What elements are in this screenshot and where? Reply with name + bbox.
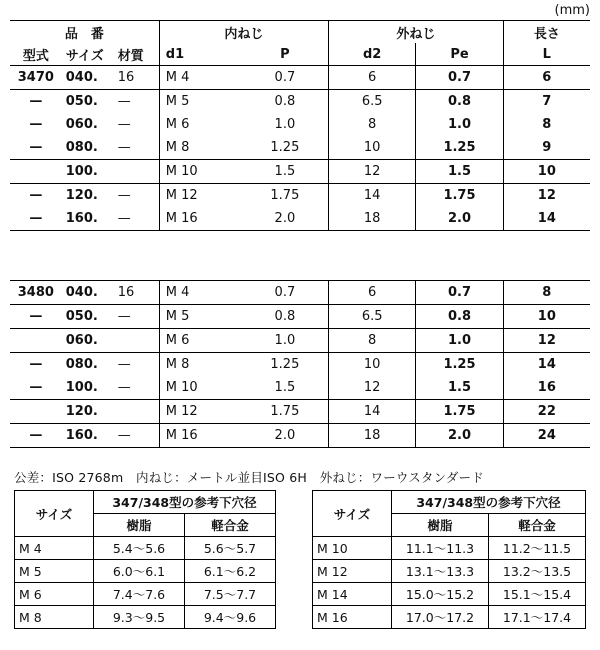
unit-label: (mm): [554, 3, 590, 18]
cell-mat: —: [118, 376, 160, 400]
cell-type: 3470: [10, 66, 62, 90]
cell-pe: 1.0: [416, 329, 503, 353]
cell-d2: 6.5: [329, 305, 416, 329]
pilot-size: M 16: [313, 606, 392, 629]
pilot-hole-table-right: [312, 490, 586, 629]
pilot-row: [313, 537, 586, 560]
pilot-resin-header: 樹脂: [94, 514, 185, 537]
cell-d1: M 6: [159, 329, 241, 353]
cell-l: 12: [503, 184, 590, 208]
cell-d1: M 8: [159, 136, 241, 160]
cell-type: [10, 329, 62, 353]
pilot-title: 347/348型の参考下穴径: [94, 491, 276, 514]
cell-l: 10: [503, 305, 590, 329]
table-row: [10, 281, 590, 305]
cell-size: 160.: [62, 424, 118, 448]
header-size: サイズ: [62, 43, 118, 66]
cell-type: —: [10, 424, 62, 448]
cell-mat: [118, 160, 160, 184]
cell-p: 1.5: [242, 160, 329, 184]
pilot-alloy: 17.1〜17.4: [489, 606, 586, 629]
cell-mat: —: [118, 305, 160, 329]
cell-mat: —: [117, 188, 131, 203]
cell-l: 22: [503, 400, 590, 424]
cell-d1: M 16: [159, 424, 241, 448]
cell-pe: 1.0: [416, 113, 503, 136]
cell-d2: 8: [329, 329, 416, 353]
pilot-size: M 8: [15, 606, 94, 629]
cell-d1: M 10: [159, 160, 241, 184]
pilot-row: [313, 606, 586, 629]
header-zaishitsu: 材質: [118, 43, 160, 66]
pilot-alloy: 15.1〜15.4: [489, 583, 586, 606]
header-nagasa: 長さ: [503, 21, 590, 44]
cell-type: —: [10, 136, 62, 160]
pilot-row: [15, 537, 276, 560]
cell-type: [10, 400, 62, 424]
cell-p: 1.75: [270, 188, 300, 203]
pilot-alloy-header: 軽合金: [489, 514, 586, 537]
pilot-alloy: 13.2〜13.5: [489, 560, 586, 583]
cell-p: 2.0: [242, 207, 329, 231]
header-pe: Pe: [416, 43, 503, 66]
cell-p: 1.75: [242, 400, 329, 424]
cell-mat: [118, 329, 160, 353]
table-row: [10, 184, 590, 208]
cell-d2: 18: [329, 207, 416, 231]
cell-type: —: [10, 207, 62, 231]
pilot-row: [313, 560, 586, 583]
cell-size: 120.: [65, 188, 98, 203]
cell-d2: 12: [329, 376, 416, 400]
cell-type: —: [29, 94, 43, 109]
cell-size: 100.: [62, 376, 118, 400]
pilot-alloy: 11.2〜11.5: [489, 537, 586, 560]
pilot-size: M 14: [313, 583, 392, 606]
cell-d1: M 5: [159, 305, 241, 329]
cell-l: 24: [503, 424, 590, 448]
cell-type: —: [29, 188, 43, 203]
cell-p: 0.8: [242, 305, 329, 329]
pilot-resin: 17.0〜17.2: [392, 606, 489, 629]
table-row: [10, 329, 590, 353]
cell-size: 050.: [62, 305, 118, 329]
cell-p: 1.0: [242, 329, 329, 353]
table-row: [10, 136, 590, 160]
pilot-alloy-header: 軽合金: [184, 514, 275, 537]
cell-pe: 1.5: [416, 160, 503, 184]
cell-type: —: [29, 357, 43, 372]
cell-d1: M 6: [159, 113, 241, 136]
cell-pe: 0.8: [416, 305, 503, 329]
cell-d2: 14: [329, 184, 416, 208]
pilot-alloy: 5.6〜5.7: [184, 537, 275, 560]
cell-size: 080.: [62, 136, 118, 160]
cell-size: 100.: [62, 160, 118, 184]
pilot-title: 347/348型の参考下穴径: [392, 491, 586, 514]
cell-d2: 6: [329, 66, 416, 90]
cell-d2: 12: [329, 160, 416, 184]
cell-mat: —: [118, 136, 160, 160]
cell-d2: 6.5: [329, 90, 416, 114]
table-row: [10, 113, 590, 136]
cell-size: 120.: [62, 400, 118, 424]
cell-p: 1.5: [242, 376, 329, 400]
cell-d1: M 4: [159, 66, 241, 90]
cell-l: 9: [503, 136, 590, 160]
spec-table-347: [10, 20, 590, 231]
cell-mat: —: [117, 94, 131, 109]
cell-size: 040.: [62, 281, 118, 305]
table-row: [10, 207, 590, 231]
table-row: [10, 353, 590, 377]
pilot-row: [15, 560, 276, 583]
cell-size: 040.: [62, 66, 118, 90]
pilot-size: M 5: [15, 560, 94, 583]
header-katashiki: 型式: [10, 43, 62, 66]
cell-p: 0.7: [242, 66, 329, 90]
table-row: [10, 376, 590, 400]
cell-l: 16: [503, 376, 590, 400]
table-row: [10, 305, 590, 329]
cell-d2: 8: [329, 113, 416, 136]
cell-size: 060.: [62, 329, 118, 353]
cell-mat: —: [118, 207, 160, 231]
cell-pe: 2.0: [416, 424, 503, 448]
pilot-alloy: 6.1〜6.2: [184, 560, 275, 583]
cell-l: 8: [503, 113, 590, 136]
pilot-resin: 15.0〜15.2: [392, 583, 489, 606]
pilot-resin: 9.3〜9.5: [94, 606, 185, 629]
cell-pe: 1.5: [416, 376, 503, 400]
header-p: P: [242, 43, 329, 66]
table-row: [10, 66, 590, 90]
cell-l: 10: [503, 160, 590, 184]
pilot-row: [15, 606, 276, 629]
cell-d1: M 12: [159, 184, 241, 208]
cell-p: 2.0: [242, 424, 329, 448]
cell-mat: —: [117, 117, 131, 132]
table-row: [10, 424, 590, 448]
header-l: L: [503, 43, 590, 66]
cell-d1: M 8: [159, 353, 241, 377]
cell-pe: 1.25: [416, 136, 503, 160]
cell-d1: M 5: [159, 90, 241, 114]
cell-type: —: [10, 376, 62, 400]
pilot-hole-table-left: [14, 490, 276, 629]
pilot-size: M 4: [15, 537, 94, 560]
cell-d1: M 12: [159, 400, 241, 424]
cell-mat: —: [118, 424, 160, 448]
pilot-resin: 13.1〜13.3: [392, 560, 489, 583]
cell-p: 1.0: [274, 117, 296, 132]
pilot-resin: 11.1〜11.3: [392, 537, 489, 560]
header-sotoneji: 外ねじ: [329, 21, 504, 44]
cell-l: 6: [503, 66, 590, 90]
header-d2: d2: [329, 43, 416, 66]
header-hinban: 品 番: [10, 21, 159, 44]
cell-type: —: [10, 305, 62, 329]
pilot-resin: 7.4〜7.6: [94, 583, 185, 606]
cell-type: —: [29, 117, 43, 132]
cell-d1: M 4: [159, 281, 241, 305]
cell-mat: —: [117, 357, 131, 372]
cell-p: 0.8: [274, 94, 296, 109]
cell-d2: 14: [329, 400, 416, 424]
cell-mat: 16: [118, 281, 160, 305]
pilot-size: M 12: [313, 560, 392, 583]
cell-size: 160.: [62, 207, 118, 231]
header-d1: d1: [159, 43, 241, 66]
pilot-resin: 6.0〜6.1: [94, 560, 185, 583]
pilot-alloy: 9.4〜9.6: [184, 606, 275, 629]
cell-d2: 10: [329, 353, 416, 377]
cell-d1: M 10: [159, 376, 241, 400]
cell-pe: 0.8: [416, 90, 503, 114]
cell-d2: 18: [329, 424, 416, 448]
cell-type: 3480: [10, 281, 62, 305]
cell-d2: 10: [329, 136, 416, 160]
cell-d1: M 16: [159, 207, 241, 231]
pilot-row: [15, 583, 276, 606]
cell-d2: 6: [329, 281, 416, 305]
table-row: [10, 160, 590, 184]
cell-pe: 1.75: [416, 400, 503, 424]
cell-l: 14: [503, 353, 590, 377]
table-row: [10, 90, 590, 114]
pilot-resin: 5.4〜5.6: [94, 537, 185, 560]
pilot-alloy: 7.5〜7.7: [184, 583, 275, 606]
pilot-row: [313, 583, 586, 606]
cell-size: 080.: [65, 357, 98, 372]
pilot-resin-header: 樹脂: [392, 514, 489, 537]
cell-pe: 1.25: [416, 353, 503, 377]
table-row: [10, 400, 590, 424]
cell-pe: 0.7: [416, 66, 503, 90]
cell-pe: 0.7: [416, 281, 503, 305]
cell-type: [10, 160, 62, 184]
cell-size: 060.: [65, 117, 98, 132]
cell-p: 1.25: [242, 136, 329, 160]
cell-mat: 16: [118, 66, 160, 90]
pilot-size-header: サイズ: [15, 491, 94, 537]
tolerance-note: 公差：ISO 2768m 内ねじ：メートル並目ISO 6H 外ねじ：ワーウスタンダード: [14, 470, 484, 485]
pilot-size: M 6: [15, 583, 94, 606]
pilot-size: M 10: [313, 537, 392, 560]
cell-size: 050.: [65, 94, 98, 109]
cell-pe: 2.0: [416, 207, 503, 231]
cell-l: 12: [503, 329, 590, 353]
header-uchineji: 内ねじ: [159, 21, 328, 44]
cell-mat: [118, 400, 160, 424]
cell-pe: 1.75: [416, 184, 503, 208]
spec-table-348: [10, 280, 590, 448]
cell-l: 8: [503, 281, 590, 305]
cell-p: 1.25: [270, 357, 300, 372]
cell-p: 0.7: [242, 281, 329, 305]
cell-l: 14: [503, 207, 590, 231]
pilot-size-header: サイズ: [313, 491, 392, 537]
cell-l: 7: [503, 90, 590, 114]
